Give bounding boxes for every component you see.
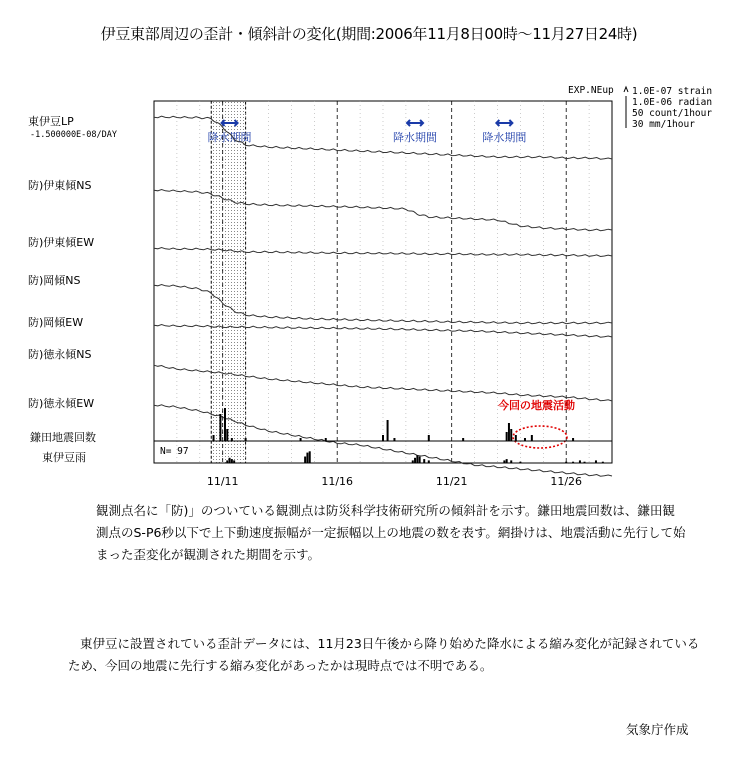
series-label: 東伊豆LP bbox=[28, 115, 74, 128]
histogram-label: 鎌田地震回数 bbox=[30, 431, 96, 444]
series-label: 防)徳永傾NS bbox=[28, 348, 92, 361]
histogram-bar bbox=[304, 457, 306, 464]
series-label: 防)岡傾NS bbox=[28, 274, 81, 287]
histogram-bar bbox=[428, 435, 430, 441]
body-paragraph: 東伊豆に設置されている歪計データには、11月23日午後から降り始めた降水による縮み変化が記録されているため、今回の地震に先行する縮み変化があったかは現時点では不明である。 bbox=[68, 636, 700, 673]
scale-line-3: 50 count/1hour bbox=[632, 108, 713, 119]
histogram-bar bbox=[579, 460, 581, 463]
rain-arrow bbox=[496, 120, 512, 126]
histogram-bar bbox=[414, 458, 416, 463]
x-tick-label: 11/26 bbox=[550, 475, 583, 488]
histogram-bar bbox=[595, 460, 597, 463]
histogram-bar bbox=[219, 414, 221, 441]
histogram-bar bbox=[519, 462, 521, 463]
histogram-bar bbox=[510, 429, 512, 441]
histogram-bar bbox=[226, 460, 228, 463]
histogram-bar bbox=[572, 462, 574, 463]
histogram-label: 東伊豆雨 bbox=[42, 451, 86, 464]
rain-period-label: 降水期間 bbox=[207, 131, 252, 144]
histogram-bar bbox=[231, 459, 233, 463]
page-title: 伊豆東部周辺の歪計・傾斜計の変化(期間:2006年11月8日00時〜11月27日24時) bbox=[100, 25, 638, 43]
histogram-bar bbox=[503, 460, 505, 463]
histogram-bar bbox=[506, 432, 508, 441]
histogram-bar bbox=[306, 453, 308, 463]
histogram-bar bbox=[233, 460, 235, 463]
scale-line-2: 1.0E-06 radian bbox=[632, 97, 713, 108]
histogram-bar bbox=[412, 460, 414, 463]
scale-bracket bbox=[624, 87, 628, 128]
series-labels bbox=[28, 115, 117, 464]
histogram-bar bbox=[510, 460, 512, 463]
series-sublabel: -1.500000E-08/DAY bbox=[30, 130, 117, 140]
scale-legend bbox=[568, 85, 712, 130]
series-label: 防)伊東傾NS bbox=[28, 179, 92, 192]
histogram-bar bbox=[387, 420, 389, 441]
event-label: 今回の地震活動 bbox=[498, 399, 575, 412]
count-label: N= 97 bbox=[160, 446, 189, 457]
x-tick-label: 11/11 bbox=[206, 475, 239, 488]
histogram-bar bbox=[602, 462, 604, 463]
histogram-bar bbox=[382, 435, 384, 441]
histogram-bar bbox=[506, 459, 508, 463]
histogram-bar bbox=[515, 435, 517, 441]
x-tick-label: 11/16 bbox=[321, 475, 354, 488]
scale-line-4: 30 mm/1hour bbox=[632, 119, 695, 130]
histogram-bar bbox=[224, 408, 226, 441]
scale-line-1: 1.0E-07 strain bbox=[632, 86, 713, 97]
event-ellipse bbox=[513, 426, 567, 448]
rain-period-markers bbox=[208, 120, 527, 144]
rain-period-label: 降水期間 bbox=[393, 131, 438, 144]
figure-note: 観測点名に「防)」のついている観測点は防災科学技術研究所の傾斜計を示す。鎌田地震回数は、鎌田観測点のS-P6秒以下で上下動速度振幅が一定振幅以上の地震の数を表す。網掛けは、地震活動に先行して始まった歪変化が観測された期間を示す。 bbox=[96, 503, 686, 562]
credit: 気象庁作成 bbox=[626, 722, 689, 737]
series-label: 防)徳永傾EW bbox=[28, 397, 95, 410]
histogram-bar bbox=[416, 455, 418, 463]
rain-period-label: 降水期間 bbox=[482, 131, 527, 144]
histograms bbox=[213, 408, 604, 463]
x-tick-labels bbox=[207, 475, 582, 488]
histogram-bar bbox=[423, 459, 425, 463]
shaded-period-box bbox=[211, 101, 245, 463]
histogram-bar bbox=[508, 423, 510, 441]
rain-arrow bbox=[407, 120, 423, 126]
histogram-bar bbox=[428, 460, 430, 463]
histogram-bar bbox=[584, 462, 586, 463]
series-label: 防)伊東傾EW bbox=[28, 236, 95, 249]
histogram-bar bbox=[565, 462, 567, 463]
x-tick-label: 11/21 bbox=[435, 475, 468, 488]
series-label: 防)岡傾EW bbox=[28, 316, 84, 329]
histogram-bar bbox=[226, 429, 228, 441]
histogram-bar bbox=[213, 435, 215, 441]
shaded-period bbox=[211, 101, 245, 463]
histogram-bar bbox=[309, 451, 311, 463]
scale-legend-header: EXP.NEup bbox=[568, 85, 614, 96]
histogram-bar bbox=[531, 435, 533, 441]
histogram-bar bbox=[419, 457, 421, 464]
histogram-bar bbox=[229, 458, 231, 463]
